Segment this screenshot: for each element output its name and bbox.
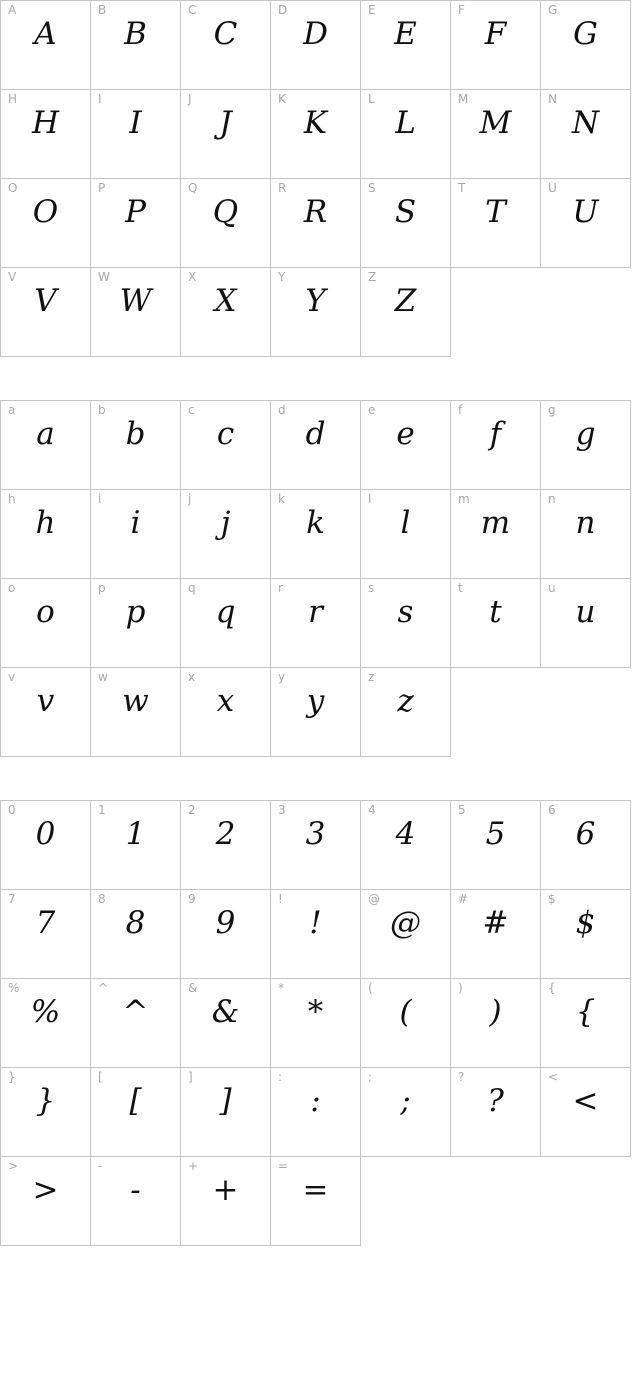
cell-glyph: 6 <box>575 816 596 852</box>
cell-label: s <box>368 581 375 595</box>
char-cell <box>181 668 271 757</box>
char-cell <box>271 579 361 668</box>
cell-label: 5 <box>458 803 466 817</box>
cell-glyph: f <box>489 416 502 452</box>
cell-glyph: J <box>219 105 232 141</box>
char-cell <box>271 268 361 357</box>
char-cell <box>1 979 91 1068</box>
cell-glyph: # <box>482 905 509 941</box>
cell-label: n <box>548 492 556 506</box>
cell-glyph: O <box>32 194 59 230</box>
char-cell <box>541 179 631 268</box>
cell-glyph: x <box>216 683 235 719</box>
char-cell <box>541 490 631 579</box>
cell-glyph: ; <box>400 1083 411 1119</box>
cell-label: g <box>548 403 556 417</box>
grid-row <box>1 401 631 490</box>
cell-label: c <box>188 403 195 417</box>
char-cell <box>91 1068 181 1157</box>
cell-glyph: Q <box>212 194 239 230</box>
cell-glyph: 9 <box>215 905 236 941</box>
cell-label: ( <box>368 981 373 995</box>
char-cell <box>361 979 451 1068</box>
cell-glyph: t <box>489 594 502 630</box>
cell-label: Y <box>278 270 286 284</box>
cell-label: Z <box>368 270 377 284</box>
cell-label: E <box>368 3 376 17</box>
cell-glyph: > <box>32 1172 59 1208</box>
cell-glyph: @ <box>390 905 421 941</box>
cell-label: U <box>548 181 557 195</box>
char-cell <box>181 179 271 268</box>
char-cell <box>361 579 451 668</box>
cell-glyph: 4 <box>395 816 416 852</box>
cell-glyph: = <box>302 1172 329 1208</box>
uppercase-grid <box>0 0 631 357</box>
char-cell <box>91 668 181 757</box>
cell-label: # <box>458 892 469 906</box>
cell-glyph: z <box>397 683 414 719</box>
cell-label: 1 <box>98 803 106 817</box>
cell-label: y <box>278 670 286 684</box>
cell-label: 2 <box>188 803 196 817</box>
cell-glyph: K <box>303 105 328 141</box>
cell-label: { <box>548 981 556 995</box>
char-cell <box>181 579 271 668</box>
cell-glyph: N <box>571 105 600 141</box>
cell-glyph: : <box>310 1083 321 1119</box>
cell-label: & <box>188 981 198 995</box>
cell-glyph: ^ <box>122 994 149 1030</box>
cell-glyph: W <box>119 283 152 319</box>
cell-glyph: k <box>306 505 325 541</box>
cell-label: - <box>98 1159 103 1173</box>
char-cell <box>181 890 271 979</box>
cell-label: v <box>8 670 16 684</box>
char-cell <box>181 1068 271 1157</box>
char-cell <box>91 1157 181 1246</box>
char-cell <box>361 179 451 268</box>
char-cell <box>541 1068 631 1157</box>
grid-row <box>1 90 631 179</box>
cell-glyph: L <box>395 105 416 141</box>
cell-glyph: D <box>303 16 328 52</box>
char-cell <box>361 490 451 579</box>
cell-glyph: S <box>394 194 417 230</box>
cell-glyph: < <box>572 1083 599 1119</box>
cell-glyph: g <box>575 416 596 452</box>
char-cell <box>1 179 91 268</box>
cell-label: l <box>368 492 372 506</box>
cell-glyph: H <box>31 105 60 141</box>
char-cell <box>181 268 271 357</box>
char-cell <box>451 490 541 579</box>
cell-glyph: M <box>479 105 512 141</box>
cell-glyph: ? <box>487 1083 504 1119</box>
cell-label: 8 <box>98 892 106 906</box>
cell-label: F <box>458 3 465 17</box>
char-cell <box>1 801 91 890</box>
char-cell <box>271 1 361 90</box>
cell-label: ] <box>188 1070 193 1084</box>
char-cell <box>271 1157 361 1246</box>
cell-glyph: ) <box>489 994 502 1030</box>
cell-glyph: I <box>129 105 142 141</box>
cell-glyph: 7 <box>35 905 56 941</box>
char-cell <box>451 979 541 1068</box>
cell-label: L <box>368 92 375 106</box>
char-cell <box>1 890 91 979</box>
char-cell <box>1 90 91 179</box>
cell-glyph: w <box>122 683 149 719</box>
cell-glyph: u <box>575 594 596 630</box>
cell-label: Q <box>188 181 198 195</box>
cell-label: : <box>278 1070 283 1084</box>
char-cell <box>91 1 181 90</box>
cell-label: = <box>278 1159 289 1173</box>
char-cell <box>91 268 181 357</box>
cell-label: T <box>458 181 466 195</box>
grid-row <box>1 490 631 579</box>
grid-row <box>1 1 631 90</box>
cell-label: } <box>8 1070 16 1084</box>
cell-glyph: q <box>215 594 236 630</box>
cell-glyph: p <box>125 594 146 630</box>
grid-row <box>1 890 631 979</box>
cell-label: S <box>368 181 376 195</box>
char-cell <box>451 1 541 90</box>
cell-glyph: Z <box>394 283 417 319</box>
cell-label: j <box>188 492 192 506</box>
cell-glyph: ( <box>399 994 412 1030</box>
char-cell <box>271 801 361 890</box>
cell-glyph: r <box>308 594 323 630</box>
char-cell <box>451 179 541 268</box>
cell-label: u <box>548 581 556 595</box>
cell-glyph: - <box>130 1172 141 1208</box>
cell-label: % <box>8 981 20 995</box>
char-cell <box>91 890 181 979</box>
cell-label: V <box>8 270 17 284</box>
char-cell <box>541 890 631 979</box>
char-cell <box>451 401 541 490</box>
cell-glyph: h <box>35 505 56 541</box>
char-cell <box>91 401 181 490</box>
char-cell <box>181 90 271 179</box>
cell-label: ) <box>458 981 463 995</box>
char-cell <box>451 579 541 668</box>
char-cell <box>271 979 361 1068</box>
cell-label: d <box>278 403 286 417</box>
char-cell <box>91 179 181 268</box>
cell-glyph: V <box>34 283 57 319</box>
cell-label: > <box>8 1159 19 1173</box>
cell-label: m <box>458 492 470 506</box>
cell-glyph: Y <box>305 283 326 319</box>
char-cell <box>1 490 91 579</box>
cell-glyph: G <box>573 16 598 52</box>
cell-label: M <box>458 92 469 106</box>
cell-label: r <box>278 581 283 595</box>
cell-glyph: X <box>214 283 237 319</box>
cell-glyph: % <box>30 994 61 1030</box>
char-cell <box>451 890 541 979</box>
cell-label: o <box>8 581 16 595</box>
char-cell <box>451 1068 541 1157</box>
cell-glyph: } <box>35 1083 56 1119</box>
cell-label: b <box>98 403 106 417</box>
cell-glyph: ! <box>309 905 322 941</box>
char-cell <box>541 801 631 890</box>
cell-label: w <box>98 670 108 684</box>
cell-label: C <box>188 3 197 17</box>
cell-glyph: 8 <box>125 905 146 941</box>
cell-label: q <box>188 581 196 595</box>
char-cell <box>91 801 181 890</box>
cell-glyph: P <box>125 194 146 230</box>
cell-glyph: ] <box>219 1083 232 1119</box>
cell-glyph: y <box>306 683 325 719</box>
cell-glyph: + <box>212 1172 239 1208</box>
cell-label: ; <box>368 1070 373 1084</box>
cell-glyph: R <box>303 194 328 230</box>
cell-label: H <box>8 92 18 106</box>
char-cell <box>181 1 271 90</box>
cell-label: k <box>278 492 285 506</box>
char-cell <box>271 890 361 979</box>
char-cell <box>91 90 181 179</box>
cell-label: + <box>188 1159 199 1173</box>
cell-label: < <box>548 1070 559 1084</box>
cell-label: h <box>8 492 16 506</box>
cell-label: 3 <box>278 803 286 817</box>
grid-row <box>1 1157 631 1246</box>
cell-label: 0 <box>8 803 16 817</box>
cell-glyph: U <box>572 194 599 230</box>
cell-label: W <box>98 270 110 284</box>
cell-label: G <box>548 3 558 17</box>
char-cell <box>271 90 361 179</box>
cell-label: I <box>98 92 102 106</box>
digits-symbols-grid <box>0 800 631 1246</box>
cell-glyph: A <box>34 16 57 52</box>
grid-row <box>1 668 631 757</box>
cell-label: 7 <box>8 892 16 906</box>
char-cell <box>361 1 451 90</box>
char-cell <box>1 1157 91 1246</box>
cell-glyph: b <box>125 416 146 452</box>
char-cell <box>181 801 271 890</box>
grid-row <box>1 579 631 668</box>
char-cell <box>181 979 271 1068</box>
cell-label: ^ <box>98 981 109 995</box>
cell-glyph: 1 <box>125 816 146 852</box>
char-cell <box>271 490 361 579</box>
cell-label: D <box>278 3 288 17</box>
char-cell <box>271 401 361 490</box>
char-cell <box>451 90 541 179</box>
cell-glyph: n <box>575 505 596 541</box>
cell-glyph: 0 <box>35 816 56 852</box>
cell-glyph: 5 <box>485 816 506 852</box>
cell-glyph: m <box>480 505 511 541</box>
cell-label: R <box>278 181 287 195</box>
cell-label: J <box>188 92 192 106</box>
cell-glyph: C <box>213 16 238 52</box>
cell-label: ! <box>278 892 283 906</box>
cell-glyph: T <box>485 194 506 230</box>
cell-label: 6 <box>548 803 556 817</box>
cell-label: X <box>188 270 197 284</box>
cell-glyph: & <box>211 994 240 1030</box>
char-cell <box>1 579 91 668</box>
cell-label: z <box>368 670 375 684</box>
cell-label: a <box>8 403 16 417</box>
char-cell <box>1 1 91 90</box>
char-cell <box>361 668 451 757</box>
char-cell <box>91 579 181 668</box>
cell-label: ? <box>458 1070 465 1084</box>
cell-glyph: $ <box>575 905 596 941</box>
cell-glyph: j <box>220 505 231 541</box>
cell-label: N <box>548 92 557 106</box>
cell-label: 9 <box>188 892 196 906</box>
char-cell <box>1 1068 91 1157</box>
cell-label: O <box>8 181 18 195</box>
cell-label: [ <box>98 1070 103 1084</box>
cell-label: p <box>98 581 106 595</box>
cell-glyph: a <box>36 416 55 452</box>
grid-row <box>1 268 631 357</box>
cell-label: * <box>278 981 284 995</box>
cell-label: x <box>188 670 196 684</box>
grid-row <box>1 179 631 268</box>
cell-label: f <box>458 403 463 417</box>
char-cell <box>541 90 631 179</box>
char-cell <box>361 90 451 179</box>
char-cell <box>181 490 271 579</box>
char-cell <box>541 401 631 490</box>
cell-glyph: { <box>575 994 596 1030</box>
cell-label: i <box>98 492 102 506</box>
cell-label: P <box>98 181 106 195</box>
cell-glyph: 2 <box>215 816 236 852</box>
cell-glyph: d <box>305 416 326 452</box>
char-cell <box>541 979 631 1068</box>
cell-label: e <box>368 403 376 417</box>
grid-row <box>1 979 631 1068</box>
cell-label: B <box>98 3 107 17</box>
cell-glyph: l <box>400 505 411 541</box>
char-cell <box>361 1068 451 1157</box>
char-cell <box>451 801 541 890</box>
cell-glyph: [ <box>129 1083 142 1119</box>
char-cell <box>1 668 91 757</box>
lowercase-grid <box>0 400 631 757</box>
char-cell <box>91 490 181 579</box>
cell-glyph: v <box>36 683 55 719</box>
char-cell <box>271 179 361 268</box>
cell-label: K <box>278 92 286 106</box>
cell-glyph: e <box>396 416 415 452</box>
char-cell <box>361 268 451 357</box>
cell-glyph: i <box>130 505 141 541</box>
cell-label: @ <box>368 892 380 906</box>
cell-label: A <box>8 3 17 17</box>
char-cell <box>361 801 451 890</box>
char-cell <box>181 401 271 490</box>
char-cell <box>1 268 91 357</box>
grid-row <box>1 1068 631 1157</box>
cell-glyph: F <box>484 16 507 52</box>
char-cell <box>91 979 181 1068</box>
char-cell <box>361 890 451 979</box>
cell-label: 4 <box>368 803 376 817</box>
char-cell <box>541 1 631 90</box>
cell-label: t <box>458 581 463 595</box>
char-cell <box>1 401 91 490</box>
grid-row <box>1 801 631 890</box>
cell-glyph: s <box>397 594 414 630</box>
cell-glyph: c <box>216 416 235 452</box>
cell-glyph: E <box>394 16 417 52</box>
char-cell <box>541 579 631 668</box>
char-cell <box>181 1157 271 1246</box>
cell-glyph: B <box>124 16 147 52</box>
cell-glyph: * <box>307 994 324 1030</box>
cell-glyph: 3 <box>305 816 326 852</box>
char-cell <box>271 668 361 757</box>
char-cell <box>271 1068 361 1157</box>
cell-label: $ <box>548 892 556 906</box>
char-cell <box>361 401 451 490</box>
cell-glyph: o <box>36 594 55 630</box>
